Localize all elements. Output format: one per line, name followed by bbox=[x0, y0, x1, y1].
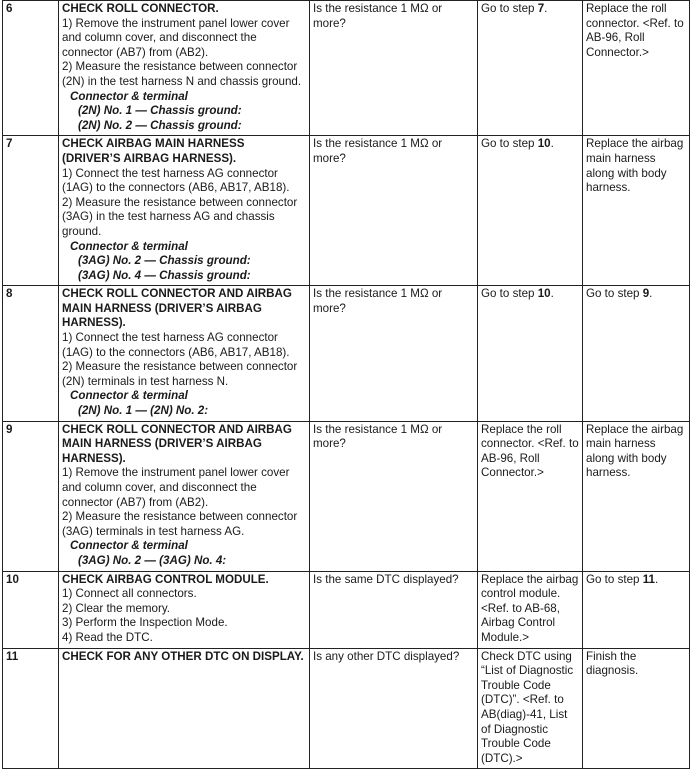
no-cell bbox=[583, 286, 690, 421]
step-number: 8 bbox=[3, 286, 59, 421]
instruction-step: 1) Connect the test harness AG connector (1AG) to the connectors (AB6, AB17, AB18). bbox=[62, 331, 290, 359]
step-number: 9 bbox=[3, 421, 59, 571]
condition-text: Is the same DTC displayed? bbox=[313, 572, 459, 586]
condition-cell bbox=[310, 136, 478, 286]
check-title: CHECK ROLL CONNECTOR. bbox=[62, 2, 219, 15]
check-title: CHECK ROLL CONNECTOR AND AIRBAG MAIN HARNESS (DRIVER’S AIRBAG HARNESS). bbox=[62, 422, 292, 465]
no-cell bbox=[583, 648, 690, 769]
instruction-step: 2) Clear the memory. bbox=[62, 601, 171, 615]
connector-terminal-spec: (3AG) No. 4 — Chassis ground: bbox=[78, 268, 251, 282]
yes-cell bbox=[478, 571, 583, 648]
condition-text: Is any other DTC displayed? bbox=[313, 649, 460, 663]
connector-terminal-spec: (3AG) No. 2 — (3AG) No. 4: bbox=[78, 553, 227, 567]
yes-text: Go to step bbox=[481, 137, 538, 151]
instruction-step: 1) Remove the instrument panel lower cover and column cover, and disconnect the connector (AB7) from (AB2). bbox=[62, 466, 290, 509]
yes-step-ref: 10 bbox=[537, 137, 551, 151]
check-cell bbox=[59, 648, 310, 769]
condition-cell bbox=[310, 1, 478, 136]
table-row bbox=[3, 648, 690, 769]
no-step-ref: 11 bbox=[642, 572, 655, 586]
no-cell bbox=[583, 421, 690, 571]
connector-terminal-heading: Connector & terminal bbox=[70, 239, 188, 253]
no-cell bbox=[583, 136, 690, 286]
instruction-step: 3) Perform the Inspection Mode. bbox=[62, 616, 228, 630]
condition-cell bbox=[310, 648, 478, 769]
no-text-end: . bbox=[649, 287, 653, 301]
check-cell bbox=[59, 571, 310, 648]
connector-terminal-heading: Connector & terminal bbox=[70, 89, 188, 103]
condition-text: Is the resistance 1 MΩ or more? bbox=[313, 287, 443, 315]
yes-step-ref: 10 bbox=[537, 287, 551, 301]
condition-cell bbox=[310, 286, 478, 421]
connector-terminal-spec: (2N) No. 2 — Chassis ground: bbox=[78, 118, 242, 132]
yes-text: Replace the roll connector. <Ref. to AB-96, Roll Connector.> bbox=[481, 422, 579, 480]
connector-terminal-heading: Connector & terminal bbox=[70, 539, 188, 553]
check-cell bbox=[59, 421, 310, 571]
no-text: Replace the airbag main harness along with body harness. bbox=[586, 137, 684, 195]
yes-cell bbox=[478, 1, 583, 136]
no-text: Finish the diagnosis. bbox=[586, 649, 639, 678]
table-row bbox=[3, 421, 690, 571]
no-cell bbox=[583, 571, 690, 648]
table-row bbox=[3, 571, 690, 648]
condition-text: Is the resistance 1 MΩ or more? bbox=[313, 137, 443, 165]
yes-cell bbox=[478, 421, 583, 571]
yes-cell bbox=[478, 136, 583, 286]
yes-text: Go to step bbox=[481, 287, 538, 301]
no-text: Replace the roll connector. <Ref. to AB-96, Roll Connector.> bbox=[586, 2, 684, 59]
diagnosis-table-body bbox=[3, 1, 690, 769]
yes-text-end: . bbox=[544, 2, 548, 15]
condition-cell bbox=[310, 571, 478, 648]
check-cell bbox=[59, 286, 310, 421]
table-row bbox=[3, 1, 690, 136]
check-title: CHECK ROLL CONNECTOR AND AIRBAG MAIN HARNESS (DRIVER’S AIRBAG HARNESS). bbox=[62, 287, 292, 330]
connector-terminal-heading: Connector & terminal bbox=[70, 389, 188, 403]
instruction-step: 2) Measure the resistance between connector (2N) in the test harness N and chassis ground. bbox=[62, 60, 302, 88]
yes-text: Check DTC using “List of Diagnostic Trouble Code (DTC)”. <Ref. to AB(diag)-41, List of Diagnostic Trouble Code (DTC).> bbox=[481, 649, 574, 765]
no-text: Go to step bbox=[586, 572, 643, 586]
check-cell bbox=[59, 1, 310, 136]
table-row bbox=[3, 286, 690, 421]
step-number: 6 bbox=[3, 1, 59, 136]
instruction-step: 1) Remove the instrument panel lower cover and column cover, and disconnect the connector (AB7) from (AB2). bbox=[62, 16, 290, 59]
yes-text-end: . bbox=[550, 137, 554, 151]
connector-terminal-spec: (2N) No. 1 — (2N) No. 2: bbox=[78, 404, 209, 418]
yes-step-ref: 7 bbox=[537, 2, 545, 15]
condition-text: Is the resistance 1 MΩ or more? bbox=[313, 2, 443, 30]
condition-text: Is the resistance 1 MΩ or more? bbox=[313, 422, 443, 451]
connector-terminal-spec: (2N) No. 1 — Chassis ground: bbox=[78, 104, 242, 118]
instruction-step: 1) Connect all connectors. bbox=[62, 587, 197, 601]
instruction-step: 2) Measure the resistance between connector (3AG) terminals in test harness AG. bbox=[62, 510, 298, 538]
no-cell bbox=[583, 1, 690, 136]
check-title: CHECK AIRBAG MAIN HARNESS (DRIVER’S AIRBAG HARNESS). bbox=[62, 137, 245, 165]
instruction-step: 2) Measure the resistance between connector (3AG) in the test harness AG and chassis ground. bbox=[62, 195, 298, 238]
yes-cell bbox=[478, 648, 583, 769]
no-text: Go to step bbox=[586, 287, 643, 301]
check-title: CHECK FOR ANY OTHER DTC ON DISPLAY. bbox=[62, 649, 304, 663]
yes-text: Replace the airbag control module. <Ref. to AB-68, Airbag Control Module.> bbox=[481, 572, 579, 644]
step-number: 11 bbox=[3, 648, 59, 769]
instruction-step: 1) Connect the test harness AG connector (1AG) to the connectors (AB6, AB17, AB18). bbox=[62, 166, 290, 195]
diagnosis-table bbox=[2, 0, 690, 769]
no-step-ref: 9 bbox=[642, 287, 650, 301]
connector-terminal-spec: (3AG) No. 2 — Chassis ground: bbox=[78, 254, 251, 268]
instruction-step: 4) Read the DTC. bbox=[62, 630, 153, 644]
no-text-end: . bbox=[654, 572, 659, 586]
yes-text: Go to step bbox=[481, 2, 538, 15]
check-title: CHECK AIRBAG CONTROL MODULE. bbox=[62, 572, 269, 586]
yes-cell bbox=[478, 286, 583, 421]
check-cell bbox=[59, 136, 310, 286]
table-row bbox=[3, 136, 690, 286]
step-number: 10 bbox=[3, 571, 59, 648]
no-text: Replace the airbag main harness along with body harness. bbox=[586, 422, 684, 480]
step-number: 7 bbox=[3, 136, 59, 286]
condition-cell bbox=[310, 421, 478, 571]
yes-text-end: . bbox=[550, 287, 554, 301]
instruction-step: 2) Measure the resistance between connector (2N) terminals in test harness N. bbox=[62, 360, 298, 388]
